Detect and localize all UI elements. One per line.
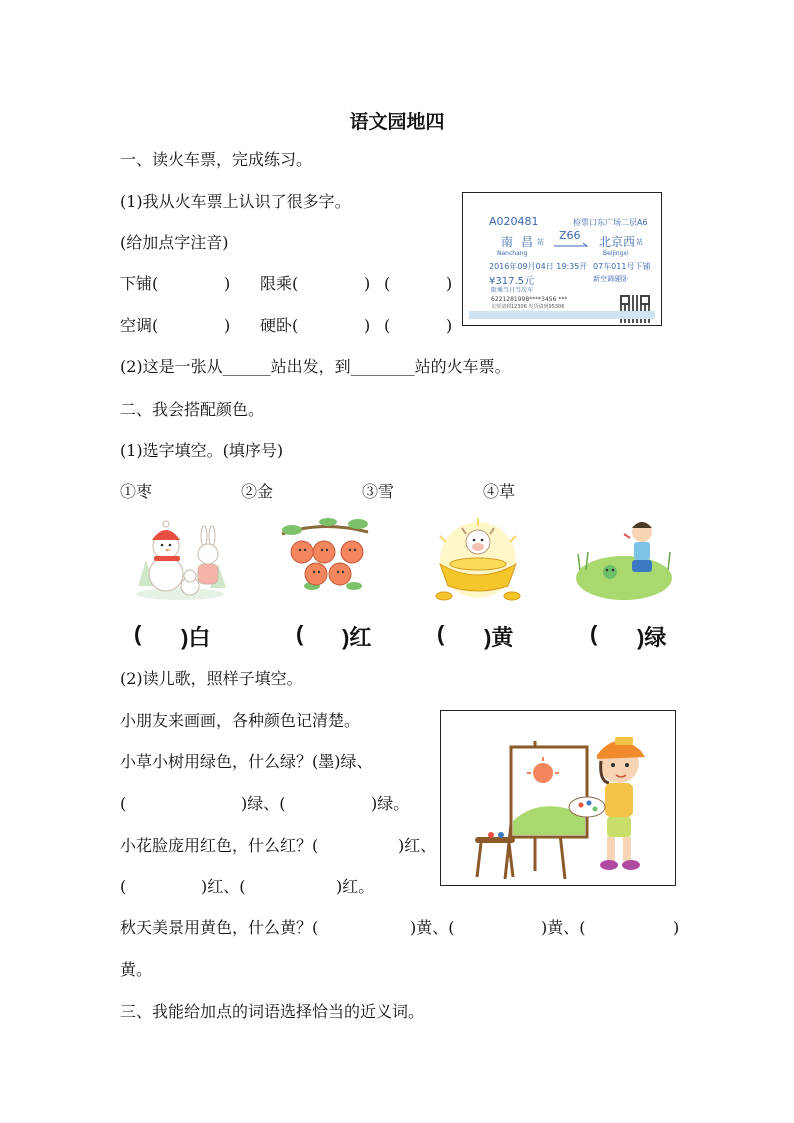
rhyme-line-7: 黄。 <box>120 960 153 979</box>
arrow-icon <box>553 242 591 250</box>
ticket-code: A020481 <box>489 215 539 228</box>
rhyme-line-3-open[interactable]: ( <box>120 794 127 813</box>
question-1-2[interactable]: (2)这是一张从______站出发，到________站的火车票。 <box>120 357 511 376</box>
option-2: ②金 <box>241 482 274 501</box>
answer-1-close[interactable]: )白 <box>181 625 211 650</box>
ticket-from-1: 南 <box>501 235 514 249</box>
question-2-2: (2)读儿歌，照样子填空。 <box>120 669 303 688</box>
pinyin-close-kongtiao[interactable]: ) <box>224 316 231 335</box>
pinyin-label-xiancheng: 限乘( <box>260 274 299 293</box>
rhyme-line-4-end[interactable]: )红、 <box>398 836 437 855</box>
answer-2-open[interactable]: ( <box>296 621 304 646</box>
question-1-1: (1)我从火车票上认识了很多字。 <box>120 192 351 211</box>
ticket-gate: 检票口东广场二层A6 <box>573 218 648 227</box>
rhyme-line-5-open[interactable]: ( <box>120 877 127 896</box>
answer-4-open[interactable]: ( <box>590 621 598 646</box>
ticket-train-number: Z66 <box>559 229 581 242</box>
train-ticket <box>462 192 662 326</box>
ticket-seat-type: 新空调硬卧 <box>593 275 628 283</box>
ticket-to-pinyin: Beijingxi <box>603 250 629 257</box>
ticket-seat: 07车011号下铺 <box>593 262 651 271</box>
ticket-date: 2016年09月04日 19:35开 <box>489 262 588 271</box>
answer-3-close[interactable]: )黄 <box>484 625 514 650</box>
pinyin-label-kongtiao: 空调( <box>120 316 159 335</box>
pinyin-open-extra-2[interactable]: ( <box>384 316 391 335</box>
ticket-from-2: 昌 <box>521 235 534 249</box>
rhyme-line-5-mid[interactable]: )红、( <box>201 877 246 896</box>
ticket-from-pinyin: Nanchang <box>497 250 528 257</box>
ticket-limit: 限乘当日当次车 <box>491 287 534 294</box>
dates-illustration <box>272 516 372 604</box>
rhyme-line-5-end[interactable]: )红。 <box>336 877 375 896</box>
gold-ingot-illustration <box>428 516 526 604</box>
rhyme-line-1: 小朋友来画画，各种颜色记清楚。 <box>120 711 361 730</box>
pinyin-close-xiapu[interactable]: ) <box>224 274 231 293</box>
option-1: ①枣 <box>120 482 153 501</box>
rhyme-line-6: 秋天美景用黄色，什么黄？( <box>120 918 319 937</box>
answer-4-close[interactable]: )绿 <box>637 625 667 650</box>
question-1-1-note: (给加点字注音) <box>120 233 229 252</box>
answer-2-close[interactable]: )红 <box>342 625 372 650</box>
answer-1-open[interactable]: ( <box>134 621 142 646</box>
pinyin-close-extra-2[interactable]: ) <box>446 316 453 335</box>
child-painting-illustration <box>441 711 675 885</box>
ticket-bottom-band <box>469 311 655 319</box>
rhyme-line-6-end[interactable]: ) <box>673 918 680 937</box>
rhyme-line-3-end[interactable]: )绿。 <box>371 794 410 813</box>
ticket-to: 北京西 <box>599 235 636 249</box>
rhyme-line-6-mid-2[interactable]: )黄、( <box>541 918 586 937</box>
answer-3-open[interactable]: ( <box>437 621 445 646</box>
section-1-heading: 一、读火车票，完成练习。 <box>120 150 313 169</box>
pinyin-label-xiapu: 下铺( <box>120 274 159 293</box>
question-2-1: (1)选字填空。(填序号) <box>120 441 284 460</box>
pinyin-close-yingwo[interactable]: ) <box>364 316 371 335</box>
option-4: ④草 <box>483 482 516 501</box>
ticket-from-suffix: 站 <box>537 238 544 246</box>
rhyme-line-4: 小花脸庞用红色，什么红？( <box>120 836 319 855</box>
painting-illustration-frame <box>440 710 676 886</box>
rhyme-line-6-mid-1[interactable]: )黄、( <box>410 918 455 937</box>
ticket-id: 6221281998****3456 *** <box>491 296 568 303</box>
section-2-heading: 二、我会搭配颜色。 <box>120 400 265 419</box>
section-3-heading: 三、我能给加点的词语选择恰当的近义词。 <box>120 1002 425 1021</box>
pinyin-label-yingwo: 硬卧( <box>260 316 299 335</box>
ticket-to-suffix: 站 <box>636 238 643 246</box>
pinyin-close-extra-1[interactable]: ) <box>446 274 453 293</box>
ticket-price: ¥317.5元 <box>489 276 534 287</box>
snowman-illustration <box>132 516 230 602</box>
page-title: 语文园地四 <box>349 111 445 133</box>
grass-illustration <box>572 516 676 604</box>
rhyme-line-3-mid[interactable]: )绿、( <box>241 794 286 813</box>
rhyme-line-2: 小草小树用绿色，什么绿？(墨)绿、 <box>120 752 373 771</box>
pinyin-open-extra-1[interactable]: ( <box>384 274 391 293</box>
option-3: ③雪 <box>362 482 395 501</box>
ticket-footer-1: 买票请到12306 发货请到95306 <box>491 304 565 310</box>
pinyin-close-xiancheng[interactable]: ) <box>364 274 371 293</box>
